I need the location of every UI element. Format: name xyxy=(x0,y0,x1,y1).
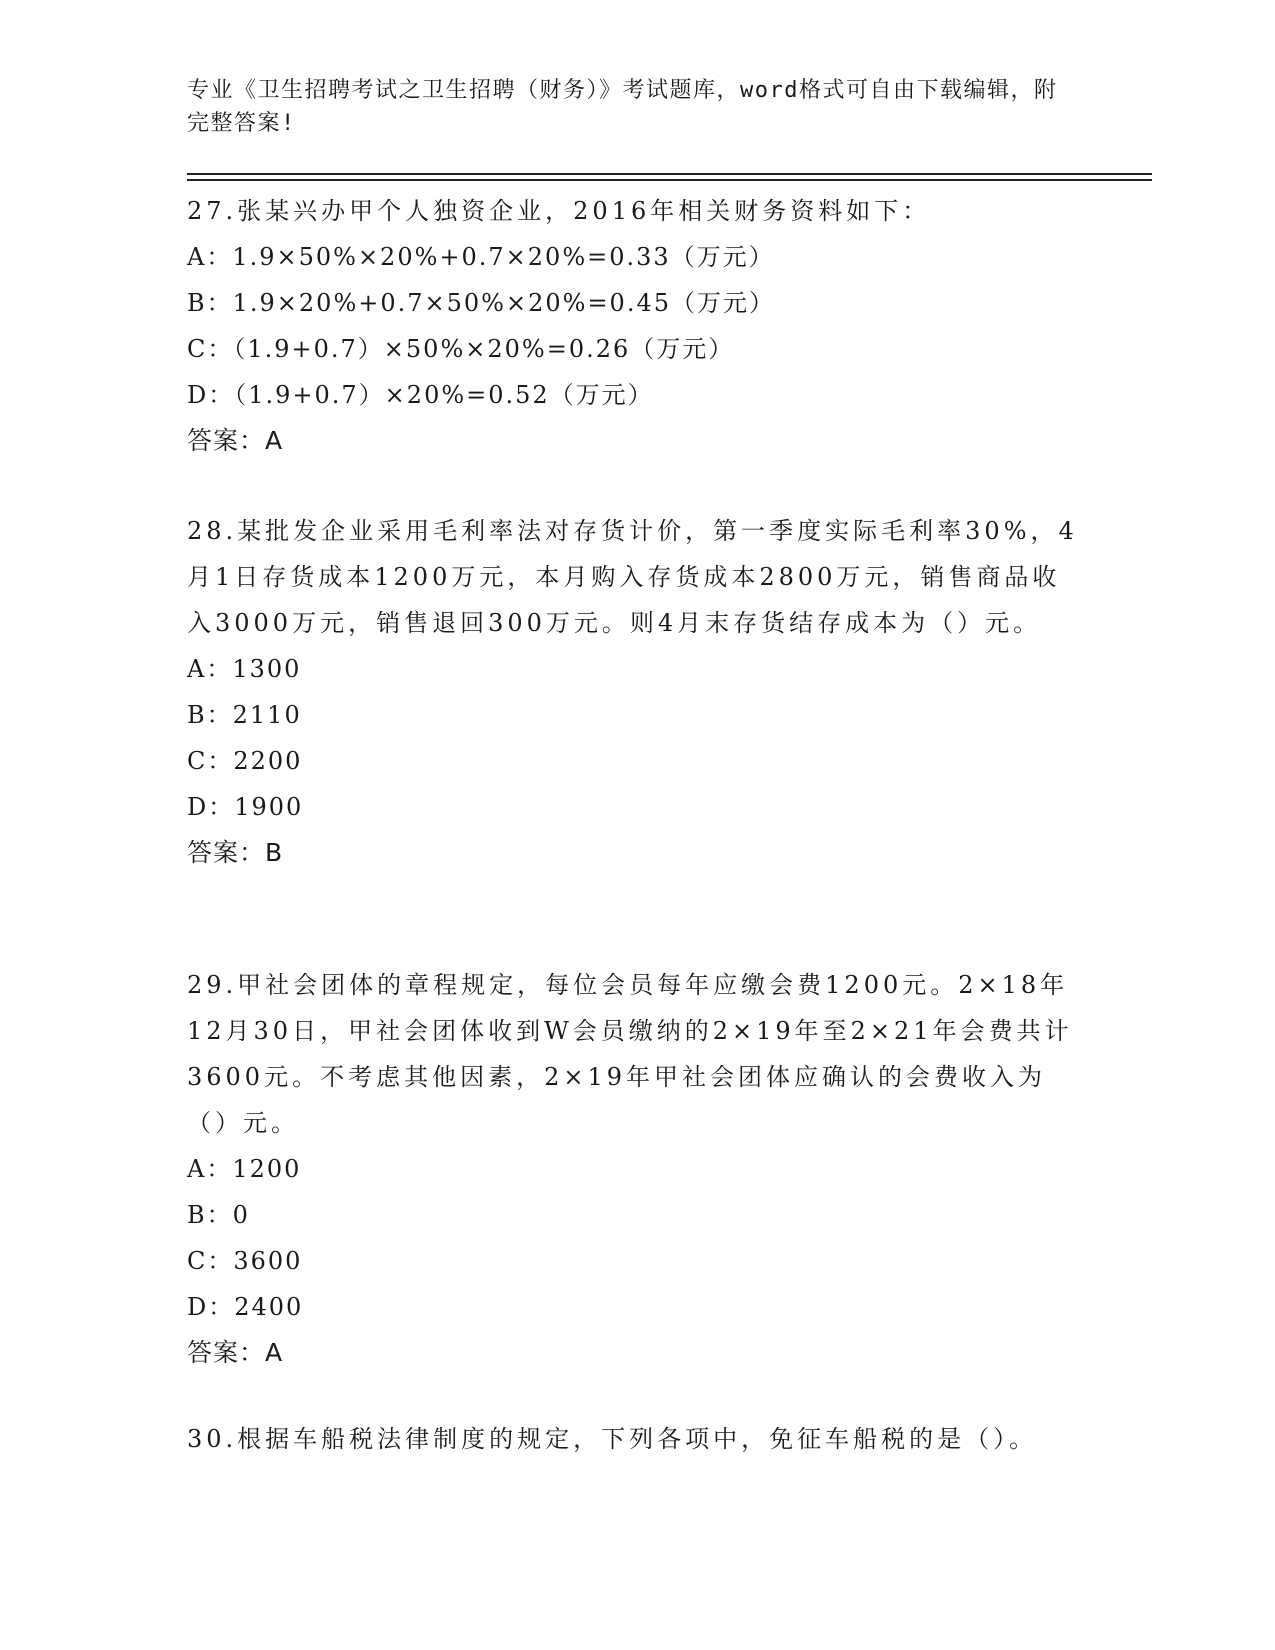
option-c: C：（1.9+0.7）×50%×20%=0.26（万元） xyxy=(187,335,735,363)
option-a: A：1.9×50%×20%+0.7×20%=0.33（万元） xyxy=(187,243,775,271)
answer-label: 答案：A xyxy=(187,1338,284,1367)
question-27 xyxy=(187,188,1087,464)
question-stem: 30.根据车船税法律制度的规定，下列各项中，免征车船税的是（）。 xyxy=(187,1425,1038,1453)
option-b: B：2110 xyxy=(187,701,302,729)
header-divider-top xyxy=(187,173,1152,175)
document-header: 专业《卫生招聘考试之卫生招聘（财务）》考试题库，word格式可自由下载编辑，附完整答案! xyxy=(187,78,1058,136)
question-29 xyxy=(187,962,1087,1376)
question-30 xyxy=(187,1416,1087,1462)
option-d: D：2400 xyxy=(187,1293,304,1321)
question-28 xyxy=(187,508,1087,876)
option-d: D：（1.9+0.7）×20%=0.52（万元） xyxy=(187,381,654,409)
option-b: B：0 xyxy=(187,1201,250,1229)
question-stem: 28.某批发企业采用毛利率法对存货计价，第一季度实际毛利率30%，4月1日存货成本1200万元，本月购入存货成本2800万元，销售商品收入3000万元，销售退回300万元。则4月末存货结存成本为（）元。 xyxy=(187,517,1078,637)
option-a: A：1200 xyxy=(187,1155,302,1183)
option-a: A：1300 xyxy=(187,655,302,683)
question-stem: 29.甲社会团体的章程规定，每位会员每年应缴会费1200元。2×18年12月30日，甲社会团体收到W会员缴纳的2×19年至2×21年会费共计3600元。不考虑其他因素，2×19年甲社会团体应确认的会费收入为（）元。 xyxy=(187,971,1073,1137)
option-c: C：2200 xyxy=(187,747,303,775)
option-c: C：3600 xyxy=(187,1247,303,1275)
option-d: D：1900 xyxy=(187,793,304,821)
question-stem: 27.张某兴办甲个人独资企业，2016年相关财务资料如下： xyxy=(187,197,931,225)
header-divider-bottom xyxy=(187,179,1152,181)
option-b: B：1.9×20%+0.7×50%×20%=0.45（万元） xyxy=(187,289,775,317)
answer-label: 答案：A xyxy=(187,426,284,455)
answer-label: 答案：B xyxy=(187,838,284,867)
